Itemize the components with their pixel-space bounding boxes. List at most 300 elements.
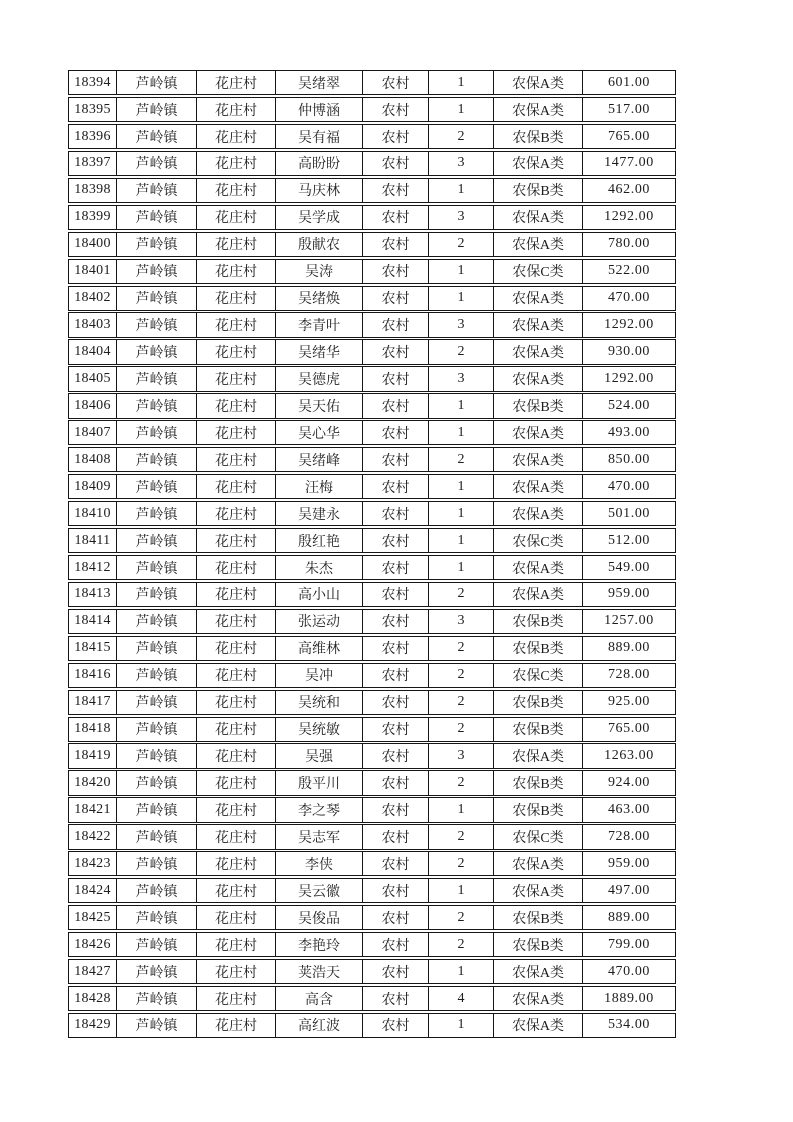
cell-amount: 512.00 <box>582 529 675 552</box>
cell-village: 花庄村 <box>196 340 275 363</box>
cell-town: 芦岭镇 <box>116 421 196 444</box>
cell-serial-number: 18426 <box>74 936 111 952</box>
table-row <box>68 959 676 984</box>
cell-person-count: 3 <box>428 367 493 390</box>
cell-serial-number: 18397 <box>74 155 111 171</box>
cell-person-name: 吴俊品 <box>275 906 362 929</box>
cell-residence-type: 农村 <box>362 879 428 902</box>
cell-person-name: 高红波 <box>275 1014 362 1037</box>
cell-village: 花庄村 <box>196 125 275 148</box>
cell-person-name: 李之琴 <box>275 798 362 821</box>
cell-insurance-category: 农保B类 <box>493 718 582 741</box>
cell-insurance-category: 农保B类 <box>493 798 582 821</box>
cell-serial-number: 18405 <box>74 370 111 386</box>
cell-town: 芦岭镇 <box>116 825 196 848</box>
cell-insurance-category: 农保B类 <box>493 610 582 633</box>
cell-person-count: 1 <box>428 1014 493 1037</box>
cell-serial-number: 18402 <box>74 290 111 306</box>
cell-town: 芦岭镇 <box>116 340 196 363</box>
cell-insurance-category: 农保A类 <box>493 233 582 256</box>
cell-person-name: 吴心华 <box>275 421 362 444</box>
cell-person-name: 吴云徽 <box>275 879 362 902</box>
cell-village: 花庄村 <box>196 610 275 633</box>
cell-residence-type: 农村 <box>362 556 428 579</box>
cell-person-count: 2 <box>428 906 493 929</box>
cell-person-name: 张运动 <box>275 610 362 633</box>
cell-insurance-category: 农保A类 <box>493 313 582 336</box>
cell-person-count: 1 <box>428 179 493 202</box>
cell-person-name: 朱杰 <box>275 556 362 579</box>
cell-person-name: 吴绪华 <box>275 340 362 363</box>
cell-insurance-category: 农保A类 <box>493 448 582 471</box>
cell-serial-number: 18423 <box>74 855 111 871</box>
table-row <box>68 582 676 607</box>
cell-residence-type: 农村 <box>362 529 428 552</box>
cell-person-count: 2 <box>428 664 493 687</box>
cell-amount: 728.00 <box>582 825 675 848</box>
cell-town: 芦岭镇 <box>116 206 196 229</box>
cell-person-count: 1 <box>428 502 493 525</box>
cell-serial-number: 18396 <box>74 128 111 144</box>
cell-person-name: 荚浩天 <box>275 960 362 983</box>
table-row <box>68 366 676 391</box>
cell-town: 芦岭镇 <box>116 448 196 471</box>
cell-serial-number: 18394 <box>74 74 111 90</box>
cell-serial-number: 18406 <box>74 397 111 413</box>
cell-person-count: 1 <box>428 879 493 902</box>
cell-person-count: 1 <box>428 475 493 498</box>
cell-person-name: 吴绪峰 <box>275 448 362 471</box>
cell-insurance-category: 农保B类 <box>493 637 582 660</box>
cell-serial-number: 18421 <box>74 801 111 817</box>
cell-village: 花庄村 <box>196 852 275 875</box>
cell-person-count: 3 <box>428 313 493 336</box>
cell-serial-number: 18404 <box>74 344 111 360</box>
table-row <box>68 636 676 661</box>
table-row <box>68 690 676 715</box>
table-row <box>68 905 676 930</box>
table-row <box>68 663 676 688</box>
cell-village: 花庄村 <box>196 313 275 336</box>
cell-person-count: 2 <box>428 825 493 848</box>
cell-town: 芦岭镇 <box>116 179 196 202</box>
cell-insurance-category: 农保A类 <box>493 583 582 606</box>
cell-serial-number: 18399 <box>74 209 111 225</box>
cell-town: 芦岭镇 <box>116 260 196 283</box>
cell-person-count: 3 <box>428 206 493 229</box>
cell-amount: 889.00 <box>582 637 675 660</box>
table-row <box>68 232 676 257</box>
cell-village: 花庄村 <box>196 637 275 660</box>
cell-person-name: 吴统和 <box>275 691 362 714</box>
cell-insurance-category: 农保B类 <box>493 691 582 714</box>
cell-town: 芦岭镇 <box>116 71 196 94</box>
cell-person-name: 吴天佑 <box>275 394 362 417</box>
cell-serial-number: 18411 <box>74 532 111 548</box>
cell-residence-type: 农村 <box>362 718 428 741</box>
cell-serial-number: 18427 <box>74 963 111 979</box>
cell-person-name: 殷红艳 <box>275 529 362 552</box>
cell-amount: 501.00 <box>582 502 675 525</box>
cell-amount: 799.00 <box>582 933 675 956</box>
cell-amount: 1889.00 <box>582 987 675 1010</box>
cell-residence-type: 农村 <box>362 367 428 390</box>
cell-person-name: 高维林 <box>275 637 362 660</box>
cell-amount: 1292.00 <box>582 367 675 390</box>
cell-residence-type: 农村 <box>362 233 428 256</box>
cell-amount: 728.00 <box>582 664 675 687</box>
cell-residence-type: 农村 <box>362 152 428 175</box>
cell-insurance-category: 农保C类 <box>493 260 582 283</box>
cell-person-count: 2 <box>428 340 493 363</box>
table-row <box>68 743 676 768</box>
cell-residence-type: 农村 <box>362 798 428 821</box>
cell-town: 芦岭镇 <box>116 906 196 929</box>
cell-person-name: 吴建永 <box>275 502 362 525</box>
cell-insurance-category: 农保A类 <box>493 71 582 94</box>
table-row <box>68 878 676 903</box>
cell-residence-type: 农村 <box>362 583 428 606</box>
cell-town: 芦岭镇 <box>116 691 196 714</box>
cell-insurance-category: 农保A类 <box>493 1014 582 1037</box>
cell-residence-type: 农村 <box>362 610 428 633</box>
cell-village: 花庄村 <box>196 233 275 256</box>
table-row <box>68 555 676 580</box>
cell-amount: 517.00 <box>582 98 675 121</box>
table-row <box>68 717 676 742</box>
cell-town: 芦岭镇 <box>116 718 196 741</box>
cell-insurance-category: 农保A类 <box>493 502 582 525</box>
cell-village: 花庄村 <box>196 421 275 444</box>
cell-town: 芦岭镇 <box>116 987 196 1010</box>
cell-village: 花庄村 <box>196 179 275 202</box>
cell-serial-number: 18413 <box>74 586 111 602</box>
cell-amount: 534.00 <box>582 1014 675 1037</box>
cell-serial-number: 18395 <box>74 101 111 117</box>
cell-serial-number: 18407 <box>74 424 111 440</box>
cell-serial-number: 18425 <box>74 909 111 925</box>
cell-residence-type: 农村 <box>362 933 428 956</box>
cell-person-count: 2 <box>428 583 493 606</box>
cell-amount: 463.00 <box>582 798 675 821</box>
cell-town: 芦岭镇 <box>116 933 196 956</box>
cell-residence-type: 农村 <box>362 987 428 1010</box>
cell-village: 花庄村 <box>196 744 275 767</box>
cell-village: 花庄村 <box>196 906 275 929</box>
cell-insurance-category: 农保A类 <box>493 744 582 767</box>
cell-village: 花庄村 <box>196 152 275 175</box>
cell-village: 花庄村 <box>196 987 275 1010</box>
cell-amount: 470.00 <box>582 287 675 310</box>
cell-person-count: 2 <box>428 691 493 714</box>
cell-insurance-category: 农保A类 <box>493 152 582 175</box>
cell-insurance-category: 农保A类 <box>493 340 582 363</box>
table-row <box>68 528 676 553</box>
cell-village: 花庄村 <box>196 394 275 417</box>
cell-amount: 497.00 <box>582 879 675 902</box>
table-row <box>68 851 676 876</box>
cell-amount: 493.00 <box>582 421 675 444</box>
cell-village: 花庄村 <box>196 583 275 606</box>
cell-person-name: 仲博涵 <box>275 98 362 121</box>
cell-serial-number: 18398 <box>74 182 111 198</box>
cell-insurance-category: 农保A类 <box>493 367 582 390</box>
cell-person-name: 李艳玲 <box>275 933 362 956</box>
cell-insurance-category: 农保B类 <box>493 771 582 794</box>
cell-village: 花庄村 <box>196 1014 275 1037</box>
cell-residence-type: 农村 <box>362 502 428 525</box>
cell-serial-number: 18409 <box>74 478 111 494</box>
cell-town: 芦岭镇 <box>116 1014 196 1037</box>
cell-insurance-category: 农保B类 <box>493 125 582 148</box>
cell-serial-number: 18400 <box>74 236 111 252</box>
cell-residence-type: 农村 <box>362 475 428 498</box>
cell-residence-type: 农村 <box>362 394 428 417</box>
table-row <box>68 70 676 95</box>
cell-person-count: 1 <box>428 529 493 552</box>
cell-residence-type: 农村 <box>362 287 428 310</box>
cell-insurance-category: 农保A类 <box>493 421 582 444</box>
table-row <box>68 97 676 122</box>
cell-village: 花庄村 <box>196 691 275 714</box>
table-row <box>68 1013 676 1038</box>
cell-person-name: 高盼盼 <box>275 152 362 175</box>
cell-person-name: 殷献农 <box>275 233 362 256</box>
cell-town: 芦岭镇 <box>116 637 196 660</box>
cell-amount: 765.00 <box>582 718 675 741</box>
cell-person-name: 吴学成 <box>275 206 362 229</box>
cell-town: 芦岭镇 <box>116 233 196 256</box>
cell-town: 芦岭镇 <box>116 502 196 525</box>
cell-person-count: 1 <box>428 798 493 821</box>
cell-town: 芦岭镇 <box>116 367 196 390</box>
cell-amount: 601.00 <box>582 71 675 94</box>
cell-town: 芦岭镇 <box>116 98 196 121</box>
cell-person-count: 2 <box>428 233 493 256</box>
cell-village: 花庄村 <box>196 260 275 283</box>
cell-person-count: 1 <box>428 98 493 121</box>
cell-person-name: 吴绪焕 <box>275 287 362 310</box>
cell-person-count: 1 <box>428 556 493 579</box>
cell-serial-number: 18428 <box>74 990 111 1006</box>
cell-person-name: 汪梅 <box>275 475 362 498</box>
cell-insurance-category: 农保A类 <box>493 206 582 229</box>
cell-residence-type: 农村 <box>362 852 428 875</box>
cell-residence-type: 农村 <box>362 206 428 229</box>
cell-person-count: 2 <box>428 125 493 148</box>
table-row <box>68 474 676 499</box>
cell-town: 芦岭镇 <box>116 529 196 552</box>
cell-town: 芦岭镇 <box>116 771 196 794</box>
cell-residence-type: 农村 <box>362 960 428 983</box>
cell-amount: 549.00 <box>582 556 675 579</box>
cell-village: 花庄村 <box>196 960 275 983</box>
table-row <box>68 151 676 176</box>
cell-town: 芦岭镇 <box>116 313 196 336</box>
cell-village: 花庄村 <box>196 475 275 498</box>
cell-village: 花庄村 <box>196 825 275 848</box>
cell-insurance-category: 农保B类 <box>493 906 582 929</box>
cell-person-count: 1 <box>428 260 493 283</box>
table-row <box>68 797 676 822</box>
cell-residence-type: 农村 <box>362 260 428 283</box>
cell-serial-number: 18412 <box>74 559 111 575</box>
cell-person-name: 吴冲 <box>275 664 362 687</box>
cell-serial-number: 18418 <box>74 721 111 737</box>
cell-person-count: 2 <box>428 718 493 741</box>
cell-village: 花庄村 <box>196 718 275 741</box>
cell-person-count: 1 <box>428 394 493 417</box>
cell-insurance-category: 农保A类 <box>493 987 582 1010</box>
cell-person-name: 吴强 <box>275 744 362 767</box>
cell-town: 芦岭镇 <box>116 583 196 606</box>
cell-person-count: 2 <box>428 852 493 875</box>
cell-person-count: 2 <box>428 771 493 794</box>
cell-residence-type: 农村 <box>362 691 428 714</box>
cell-serial-number: 18429 <box>74 1017 111 1033</box>
table-row <box>68 312 676 337</box>
cell-residence-type: 农村 <box>362 179 428 202</box>
cell-insurance-category: 农保A类 <box>493 287 582 310</box>
cell-serial-number: 18401 <box>74 263 111 279</box>
cell-village: 花庄村 <box>196 367 275 390</box>
table-row <box>68 205 676 230</box>
cell-insurance-category: 农保A类 <box>493 475 582 498</box>
cell-person-count: 1 <box>428 960 493 983</box>
cell-amount: 522.00 <box>582 260 675 283</box>
cell-person-name: 吴涛 <box>275 260 362 283</box>
cell-insurance-category: 农保B类 <box>493 933 582 956</box>
cell-person-count: 1 <box>428 287 493 310</box>
cell-town: 芦岭镇 <box>116 475 196 498</box>
cell-amount: 780.00 <box>582 233 675 256</box>
cell-amount: 1292.00 <box>582 206 675 229</box>
cell-amount: 924.00 <box>582 771 675 794</box>
cell-amount: 959.00 <box>582 852 675 875</box>
cell-amount: 1263.00 <box>582 744 675 767</box>
table-row <box>68 393 676 418</box>
table-row <box>68 932 676 957</box>
cell-town: 芦岭镇 <box>116 798 196 821</box>
cell-serial-number: 18424 <box>74 882 111 898</box>
cell-amount: 889.00 <box>582 906 675 929</box>
table-row <box>68 286 676 311</box>
cell-village: 花庄村 <box>196 798 275 821</box>
cell-residence-type: 农村 <box>362 771 428 794</box>
cell-person-count: 3 <box>428 610 493 633</box>
cell-amount: 1292.00 <box>582 313 675 336</box>
cell-insurance-category: 农保A类 <box>493 852 582 875</box>
cell-town: 芦岭镇 <box>116 744 196 767</box>
cell-person-name: 吴德虎 <box>275 367 362 390</box>
cell-insurance-category: 农保A类 <box>493 556 582 579</box>
cell-person-name: 马庆林 <box>275 179 362 202</box>
cell-village: 花庄村 <box>196 879 275 902</box>
table-row <box>68 259 676 284</box>
cell-residence-type: 农村 <box>362 125 428 148</box>
cell-town: 芦岭镇 <box>116 610 196 633</box>
cell-village: 花庄村 <box>196 287 275 310</box>
cell-amount: 930.00 <box>582 340 675 363</box>
cell-person-name: 吴绪翠 <box>275 71 362 94</box>
insurance-roster-table <box>68 70 676 1040</box>
cell-serial-number: 18403 <box>74 317 111 333</box>
table-row <box>68 339 676 364</box>
cell-serial-number: 18420 <box>74 775 111 791</box>
cell-village: 花庄村 <box>196 529 275 552</box>
cell-village: 花庄村 <box>196 206 275 229</box>
table-row <box>68 124 676 149</box>
cell-serial-number: 18419 <box>74 748 111 764</box>
cell-insurance-category: 农保A类 <box>493 98 582 121</box>
cell-village: 花庄村 <box>196 71 275 94</box>
cell-town: 芦岭镇 <box>116 664 196 687</box>
cell-insurance-category: 农保B类 <box>493 179 582 202</box>
cell-residence-type: 农村 <box>362 637 428 660</box>
cell-serial-number: 18414 <box>74 613 111 629</box>
cell-person-name: 吴有福 <box>275 125 362 148</box>
cell-amount: 470.00 <box>582 475 675 498</box>
cell-serial-number: 18410 <box>74 505 111 521</box>
cell-serial-number: 18415 <box>74 640 111 656</box>
cell-town: 芦岭镇 <box>116 394 196 417</box>
cell-serial-number: 18422 <box>74 828 111 844</box>
cell-amount: 850.00 <box>582 448 675 471</box>
cell-person-count: 1 <box>428 421 493 444</box>
cell-serial-number: 18408 <box>74 451 111 467</box>
cell-residence-type: 农村 <box>362 313 428 336</box>
table-row <box>68 770 676 795</box>
cell-person-name: 高小山 <box>275 583 362 606</box>
cell-residence-type: 农村 <box>362 448 428 471</box>
cell-insurance-category: 农保A类 <box>493 879 582 902</box>
cell-town: 芦岭镇 <box>116 852 196 875</box>
cell-person-count: 4 <box>428 987 493 1010</box>
cell-town: 芦岭镇 <box>116 287 196 310</box>
cell-amount: 765.00 <box>582 125 675 148</box>
table-row <box>68 609 676 634</box>
cell-person-name: 李侠 <box>275 852 362 875</box>
cell-residence-type: 农村 <box>362 98 428 121</box>
cell-person-name: 吴志军 <box>275 825 362 848</box>
cell-amount: 1257.00 <box>582 610 675 633</box>
cell-town: 芦岭镇 <box>116 556 196 579</box>
cell-village: 花庄村 <box>196 502 275 525</box>
cell-residence-type: 农村 <box>362 906 428 929</box>
cell-person-name: 吴统敏 <box>275 718 362 741</box>
cell-residence-type: 农村 <box>362 664 428 687</box>
cell-person-name: 李青叶 <box>275 313 362 336</box>
cell-village: 花庄村 <box>196 556 275 579</box>
cell-amount: 1477.00 <box>582 152 675 175</box>
cell-residence-type: 农村 <box>362 825 428 848</box>
cell-amount: 462.00 <box>582 179 675 202</box>
cell-amount: 524.00 <box>582 394 675 417</box>
cell-person-count: 2 <box>428 637 493 660</box>
cell-insurance-category: 农保B类 <box>493 394 582 417</box>
cell-person-count: 2 <box>428 933 493 956</box>
cell-insurance-category: 农保C类 <box>493 664 582 687</box>
cell-residence-type: 农村 <box>362 421 428 444</box>
cell-village: 花庄村 <box>196 664 275 687</box>
cell-residence-type: 农村 <box>362 744 428 767</box>
table-row <box>68 178 676 203</box>
cell-town: 芦岭镇 <box>116 125 196 148</box>
cell-person-name: 高含 <box>275 987 362 1010</box>
cell-village: 花庄村 <box>196 98 275 121</box>
cell-village: 花庄村 <box>196 771 275 794</box>
cell-person-count: 1 <box>428 71 493 94</box>
